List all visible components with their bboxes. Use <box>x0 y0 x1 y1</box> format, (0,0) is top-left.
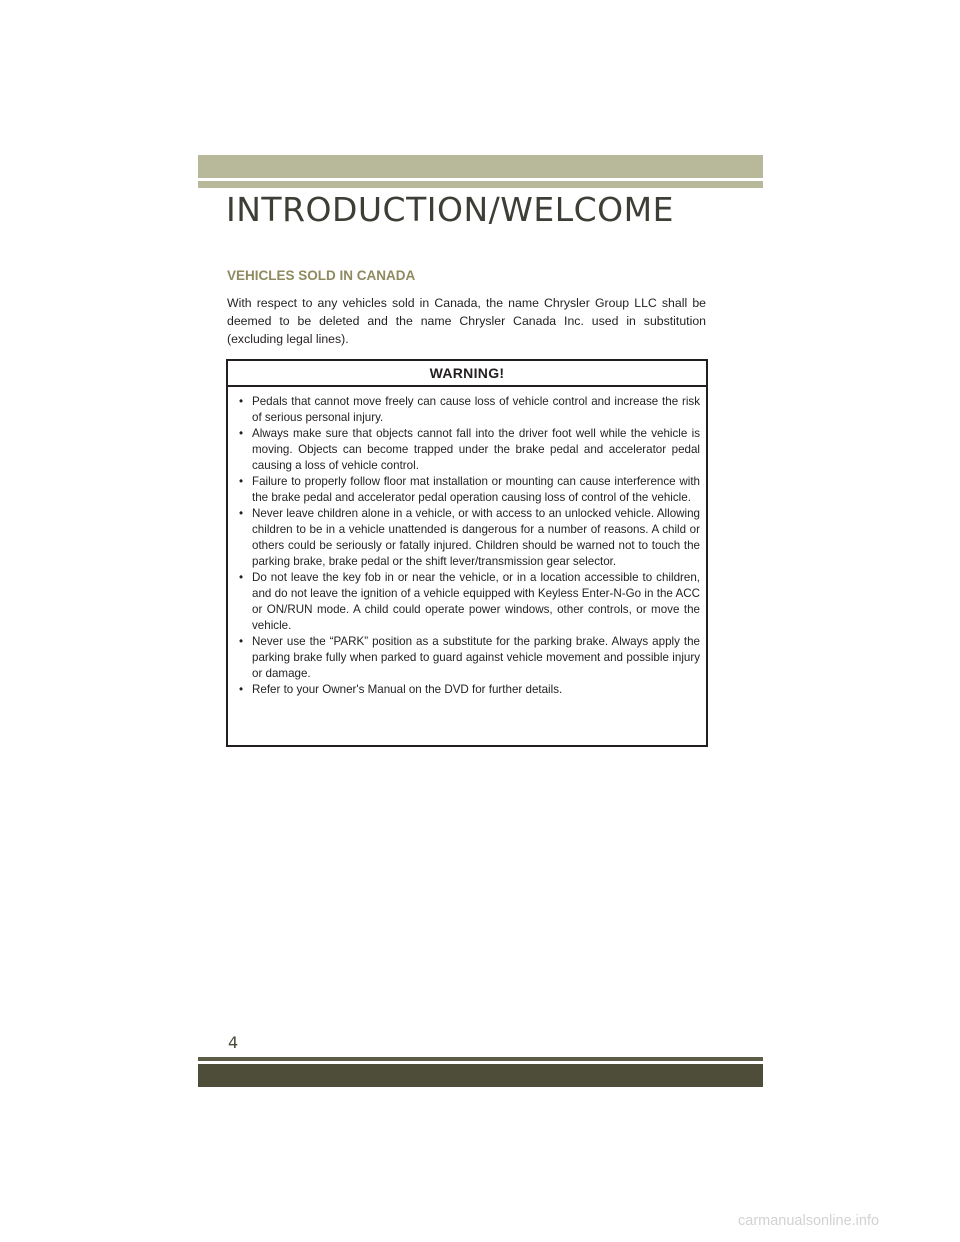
warning-item <box>237 570 700 634</box>
warning-item-text: Pedals that cannot move freely can cause loss of vehicle control and increase the risk of serious personal injury. <box>252 395 700 424</box>
warning-item-text: Refer to your Owner's Manual on the DVD for further details. <box>252 683 563 696</box>
page-number: 4 <box>228 1033 239 1052</box>
warning-item-text: Never use the “PARK” position as a substitute for the parking brake. Always apply the parking brake fully when parked to guard against vehicle movement and possible injury or damage. <box>252 635 700 680</box>
bullet-icon: • <box>239 507 244 520</box>
header-rule <box>198 181 763 188</box>
warning-item-text: Never leave children alone in a vehicle, or with access to an unlocked vehicle. Allowing children to be in a vehicle unattended is dangerous for a number of reasons. A child or others could be seriously or fatally injured. Children should be warned not to touch the parking brake, brake pedal or the shift lever/transmission gear selector. <box>252 507 700 568</box>
footer-band <box>198 1064 763 1087</box>
subheading-vehicles-sold-in-canada: VEHICLES SOLD IN CANADA <box>227 268 416 283</box>
warning-item <box>237 474 700 506</box>
bullet-icon: • <box>239 635 244 648</box>
section-title: INTRODUCTION/WELCOME <box>226 190 674 229</box>
warning-list <box>237 394 700 698</box>
bullet-icon: • <box>239 571 244 584</box>
warning-box <box>226 359 708 747</box>
warning-item <box>237 426 700 474</box>
bullet-icon: • <box>239 475 244 488</box>
warning-title: WARNING! <box>429 365 505 381</box>
bullet-icon: • <box>239 427 244 440</box>
warning-item <box>237 506 700 570</box>
bullet-icon: • <box>239 683 244 696</box>
footer-rule <box>198 1057 763 1061</box>
warning-item-text: Failure to properly follow floor mat installation or mounting can cause interference with the brake pedal and accelerator pedal operation causing loss of control of the vehicle. <box>252 475 700 504</box>
warning-item <box>237 634 700 682</box>
intro-paragraph: With respect to any vehicles sold in Canada, the name Chrysler Group LLC shall be deemed to be deleted and the name Chrysler Canada Inc. used in substitution (excluding legal lines). <box>227 296 706 346</box>
warning-item <box>237 394 700 426</box>
warning-item-text: Do not leave the key fob in or near the vehicle, or in a location accessible to children, and do not leave the ignition of a vehicle equipped with Keyless Enter-N-Go in the ACC or ON/RUN mode. A child could operate power windows, other controls, or move the vehicle. <box>252 571 700 632</box>
header-band <box>198 155 763 178</box>
warning-item <box>237 682 700 698</box>
watermark: carmanualsonline.info <box>738 1213 880 1229</box>
warning-item-text: Always make sure that objects cannot fall into the driver foot well while the vehicle is moving. Objects can become trapped under the brake pedal and accelerator pedal causing a loss of vehicle control. <box>252 427 700 472</box>
bullet-icon: • <box>239 395 244 408</box>
warning-header <box>228 361 706 387</box>
